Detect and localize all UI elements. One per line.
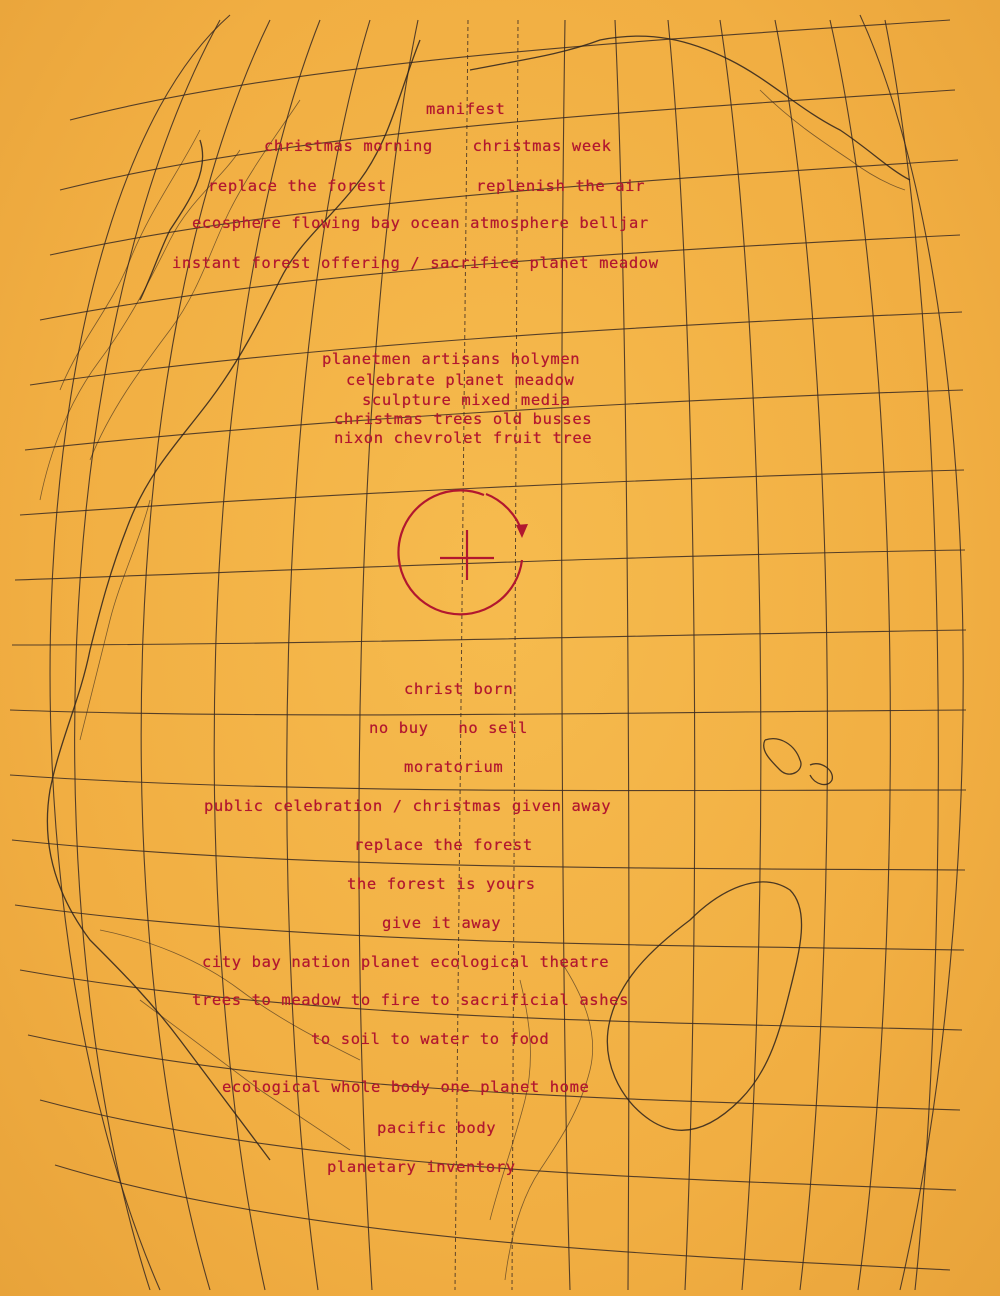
poem-line: planetmen artisans holymen — [322, 350, 581, 368]
poem-line: christmas morning christmas week — [264, 137, 612, 155]
poem-line: christ born — [404, 680, 514, 698]
poem-line: sculpture mixed media — [362, 391, 571, 409]
poem-line: ecological whole body one planet home — [222, 1078, 590, 1096]
poem-line: planetary inventory — [327, 1158, 516, 1176]
poem-line: moratorium — [404, 758, 504, 776]
poem-line: instant forest offering / sacrifice planet meadow — [172, 254, 659, 272]
poem-line: replace the forest replenish the air — [208, 177, 645, 195]
poem-line: the forest is yours — [347, 875, 536, 893]
poem-line: public celebration / christmas given away — [204, 797, 612, 815]
poem-line: nixon chevrolet fruit tree — [334, 429, 593, 447]
poem-line: replace the forest — [354, 836, 533, 854]
poem-line: to soil to water to food — [311, 1030, 550, 1048]
poem-line: no buy no sell — [369, 719, 528, 737]
poem-line: pacific body — [377, 1119, 497, 1137]
poem-line: manifest — [426, 100, 506, 118]
poem-line: ecosphere flowing bay ocean atmosphere belljar — [192, 214, 649, 232]
poem-line: city bay nation planet ecological theatre — [202, 953, 610, 971]
poem-line: trees to meadow to fire to sacrificial ashes — [192, 991, 629, 1009]
poem-line: christmas trees old busses — [334, 410, 593, 428]
poem-line: celebrate planet meadow — [346, 371, 575, 389]
circled-cross-icon — [392, 480, 542, 630]
poem-line: give it away — [382, 914, 502, 932]
